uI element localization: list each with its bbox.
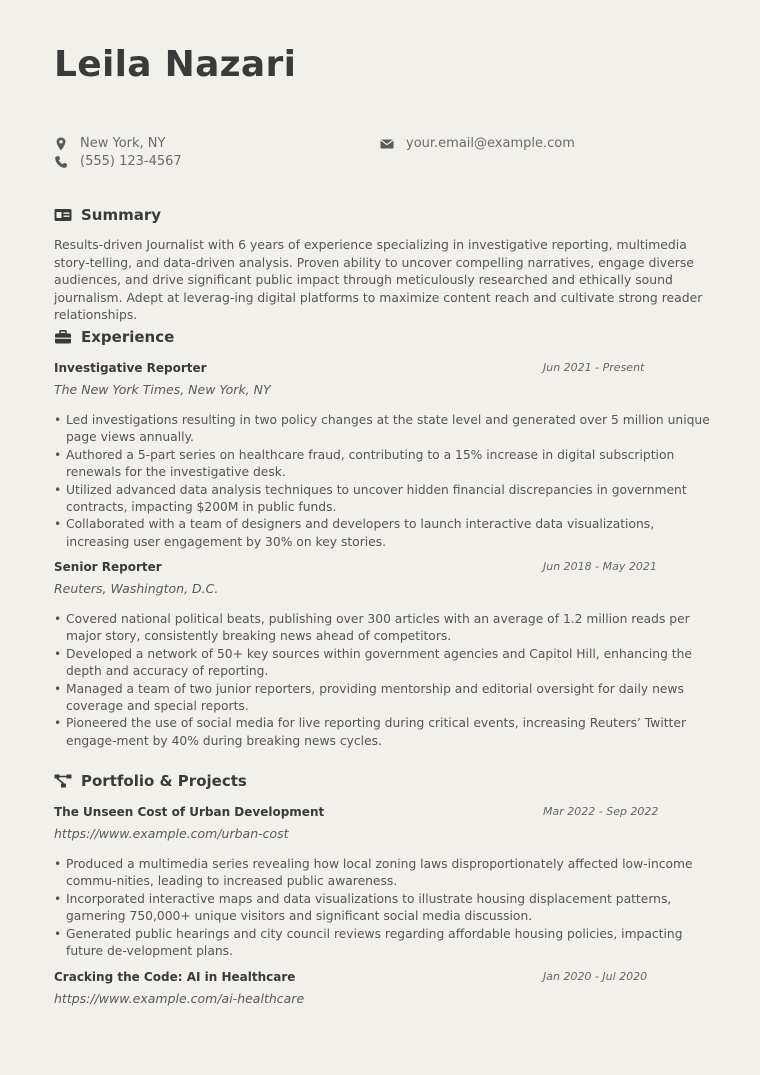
project-diagram-icon [54,774,72,788]
summary-heading-text: Summary [81,206,162,224]
contact-location [54,136,165,151]
portfolio-heading-text: Portfolio & Projects [81,772,247,790]
phone-text: (555) 123-4567 [80,154,182,169]
job-dates: Jun 2021 - Present [543,361,645,374]
email-link[interactable]: your.email@example.com [406,136,575,151]
bullet-item: • Generated public hearings and city council reviews regarding affordable housing policies, impacting future de-velopment plans. [54,926,714,961]
bullet-item: • Covered national political beats, publishing over 300 articles with an average of 1.2 million reads per major story, consistently breaking news ahead of competitors. [54,611,714,646]
project-title: Cracking the Code: AI in Healthcare [54,970,296,984]
project-url[interactable]: https://www.example.com/urban-cost [54,826,289,841]
job-title: Investigative Reporter [54,361,207,375]
summary-heading [54,206,161,224]
job-dates: Jun 2018 - May 2021 [543,560,657,573]
experience-heading-text: Experience [81,328,175,346]
id-card-icon [54,208,72,222]
experience-heading [54,328,174,346]
bullet-item: • Managed a team of two junior reporters, providing mentorship and editorial oversight for daily news coverage and special reports. [54,681,714,716]
contact-phone [54,154,182,169]
job-bullets [54,611,714,750]
project-dates: Jan 2020 - Jul 2020 [543,970,648,983]
summary-text: Results-driven Journalist with 6 years of experience specializing in investigative reporting, multimedia story-telling, and data-driven analysis. Proven ability to uncover compelling narratives, engage diverse audiences, and drive significant public impact through meticulously researched and ethically sound journalism. Adept at leverag-ing digital platforms to maximize content reach and cultivate strong reader relationships. [54,237,703,323]
bullet-item: • Pioneered the use of social media for live reporting during critical events, increasing Reuters’ Twitter engage-ment by 40% during breaking news cycles. [54,715,714,750]
bullet-item: • Authored a 5-part series on healthcare fraud, contributing to a 15% increase in digital subscription renewals for the investigative desk. [54,447,714,482]
bullet-item: • Developed a network of 50+ key sources within government agencies and Capitol Hill, enhancing the depth and accuracy of reporting. [54,646,714,681]
bullet-item: • Utilized advanced data analysis techniques to uncover hidden financial discrepancies in government contracts, impacting $200M in public funds. [54,482,714,517]
phone-icon [54,155,68,169]
portfolio-heading [54,772,247,790]
job-organization: The New York Times, New York, NY [54,382,271,397]
location-text: New York, NY [80,136,166,151]
project-url[interactable]: https://www.example.com/ai-healthcare [54,991,305,1006]
bullet-item: • Led investigations resulting in two policy changes at the state level and generated over 5 million unique page views annually. [54,412,714,447]
job-organization: Reuters, Washington, D.C. [54,581,219,596]
contact-email [380,136,575,151]
project-bullets [54,856,714,960]
map-pin-icon [54,137,68,151]
project-title: The Unseen Cost of Urban Development [54,805,325,819]
job-bullets [54,412,714,551]
bullet-item: • Incorporated interactive maps and data visualizations to illustrate housing displacement patterns, garnering 750,000+ unique visitors and significant social media discussion. [54,891,714,926]
envelope-icon [380,137,394,151]
project-dates: Mar 2022 - Sep 2022 [543,805,659,818]
briefcase-icon [54,330,72,344]
bullet-item: • Produced a multimedia series revealing how local zoning laws disproportionately affected low-income commu-nities, leading to increased public awareness. [54,856,714,891]
candidate-name: Leila Nazari [54,44,297,85]
bullet-item: • Collaborated with a team of designers and developers to launch interactive data visualizations, increasing user engagement by 30% on key stories. [54,516,714,551]
job-title: Senior Reporter [54,560,162,574]
